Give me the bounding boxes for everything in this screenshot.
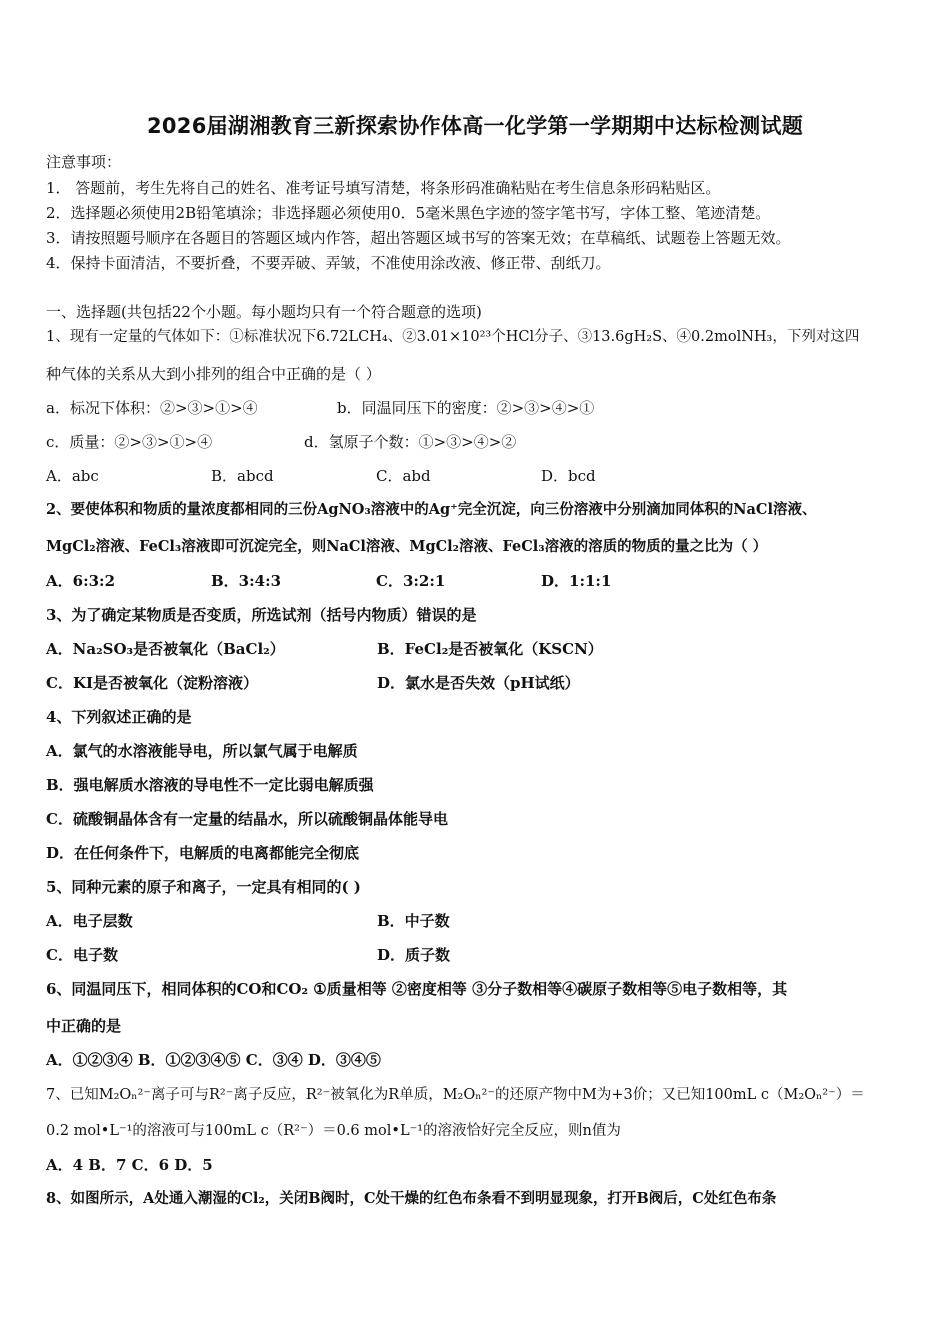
q5-option-b: B．中子数 <box>377 912 450 930</box>
section-heading: 一、选择题(共包括22个小题。每小题均只有一个符合题意的选项) <box>46 303 482 321</box>
q1-option-d: D．bcd <box>541 467 596 485</box>
q2-options <box>46 571 611 591</box>
q2-option-a: A．6:3:2 <box>46 572 116 590</box>
q4-stem: 4、下列叙述正确的是 <box>46 708 192 726</box>
q5-options-ab <box>46 911 450 931</box>
q5-stem: 5、同种元素的原子和离子，一定具有相同的( ) <box>46 878 361 896</box>
q3-stem: 3、为了确定某物质是否变质，所选试剂（括号内物质）错误的是 <box>46 606 477 624</box>
q1-statement-a: a．标况下体积：②>③>①>④ <box>46 399 258 417</box>
notice-item-4: 4．保持卡面清洁，不要折叠，不要弄破、弄皱，不准使用涂改液、修正带、刮纸刀。 <box>46 254 611 272</box>
q5-options-cd <box>46 945 450 965</box>
q7-options: A．4 B．7 C．6 D．5 <box>46 1156 213 1174</box>
q1-statement-ab <box>46 398 594 418</box>
q3-option-c: C．KI是否被氧化（淀粉溶液） <box>46 674 258 692</box>
q6-options: A．①②③④ B．①②③④⑤ C．③④ D．③④⑤ <box>46 1051 381 1069</box>
q1-statement-d: d．氢原子个数：①>③>④>② <box>304 433 517 451</box>
q6-stem-line1: 6、同温同压下，相同体积的CO和CO₂ ①质量相等 ②密度相等 ③分子数相等④碳原子数相等⑤电子数相等，其 <box>46 980 788 998</box>
q3-option-b: B．FeCl₂是否被氧化（KSCN） <box>377 640 603 658</box>
q7-stem-line2: 0.2 mol•L⁻¹的溶液可与100mL c（R²⁻）＝0.6 mol•L⁻¹的溶液恰好完全反应，则n值为 <box>46 1123 621 1139</box>
q7-stem-line1: 7、已知M₂Oₙ²⁻离子可与R²⁻离子反应，R²⁻被氧化为R单质，M₂Oₙ²⁻的还原产物中M为+3价；又已知100mL c（M₂Oₙ²⁻）＝ <box>46 1087 865 1103</box>
q3-option-a: A．Na₂SO₃是否被氧化（BaCl₂） <box>46 640 285 658</box>
q1-option-a: A．abc <box>46 467 99 485</box>
q8-stem-line1: 8、如图所示，A处通入潮湿的Cl₂，关闭B阀时，C处干燥的红色布条看不到明显现象，打开B阀后，C处红色布条 <box>46 1190 777 1207</box>
q5-option-d: D．质子数 <box>377 946 451 964</box>
q4-option-b: B．强电解质水溶液的导电性不一定比弱电解质强 <box>46 776 374 794</box>
q6-stem-line2: 中正确的是 <box>46 1017 122 1035</box>
q1-stem-line2: 种气体的关系从大到小排列的组合中正确的是（ ） <box>46 365 381 383</box>
notice-item-1: 1． 答题前，考生先将自己的姓名、准考证号填写清楚，将条形码准确粘贴在考生信息条形码粘贴区。 <box>46 179 721 197</box>
q1-statement-cd <box>46 432 516 452</box>
q4-option-d: D．在任何条件下，电解质的电离都能完全彻底 <box>46 844 360 862</box>
q1-stem-line1: 1、现有一定量的气体如下：①标准状况下6.72LCH₄、②3.01×10²³个HCl分子、③13.6gH₂S、④0.2molNH₃，下列对这四 <box>46 329 860 345</box>
q3-options-ab <box>46 639 603 659</box>
q1-statement-b: b．同温同压下的密度：②>③>④>① <box>337 399 595 417</box>
q1-option-b: B．abcd <box>211 467 274 485</box>
q1-statement-c: c．质量：②>③>①>④ <box>46 433 213 451</box>
q1-option-c: C．abd <box>376 467 431 485</box>
q3-option-d: D．氯水是否失效（pH试纸） <box>377 674 580 692</box>
notice-heading: 注意事项： <box>46 153 122 171</box>
q5-option-c: C．电子数 <box>46 946 118 964</box>
q2-option-c: C．3:2:1 <box>376 572 446 590</box>
page-title: 2026届湖湘教育三新探索协作体高一化学第一学期期中达标检测试题 <box>146 114 804 138</box>
q5-option-a: A．电子层数 <box>46 912 133 930</box>
q2-stem-line2: MgCl₂溶液、FeCl₃溶液即可沉淀完全，则NaCl溶液、MgCl₂溶液、FeCl₃溶液的溶质的物质的量之比为（ ） <box>46 538 768 555</box>
q2-option-d: D．1:1:1 <box>541 572 612 590</box>
q4-option-a: A．氯气的水溶液能导电，所以氯气属于电解质 <box>46 742 358 760</box>
q1-options <box>46 466 596 486</box>
q3-options-cd <box>46 673 580 693</box>
q4-option-c: C．硫酸铜晶体含有一定量的结晶水，所以硫酸铜晶体能导电 <box>46 810 448 828</box>
q2-stem-line1: 2、要使体积和物质的量浓度都相同的三份AgNO₃溶液中的Ag⁺完全沉淀，向三份溶液中分别滴加同体积的NaCl溶液、 <box>46 501 817 518</box>
notice-item-2: 2．选择题必须使用2B铅笔填涂；非选择题必须使用0．5毫米黑色字迹的签字笔书写，字体工整、笔迹清楚。 <box>46 204 771 222</box>
q2-option-b: B．3:4:3 <box>211 572 282 590</box>
notice-item-3: 3．请按照题号顺序在各题目的答题区域内作答，超出答题区域书写的答案无效；在草稿纸、试题卷上答题无效。 <box>46 229 791 247</box>
